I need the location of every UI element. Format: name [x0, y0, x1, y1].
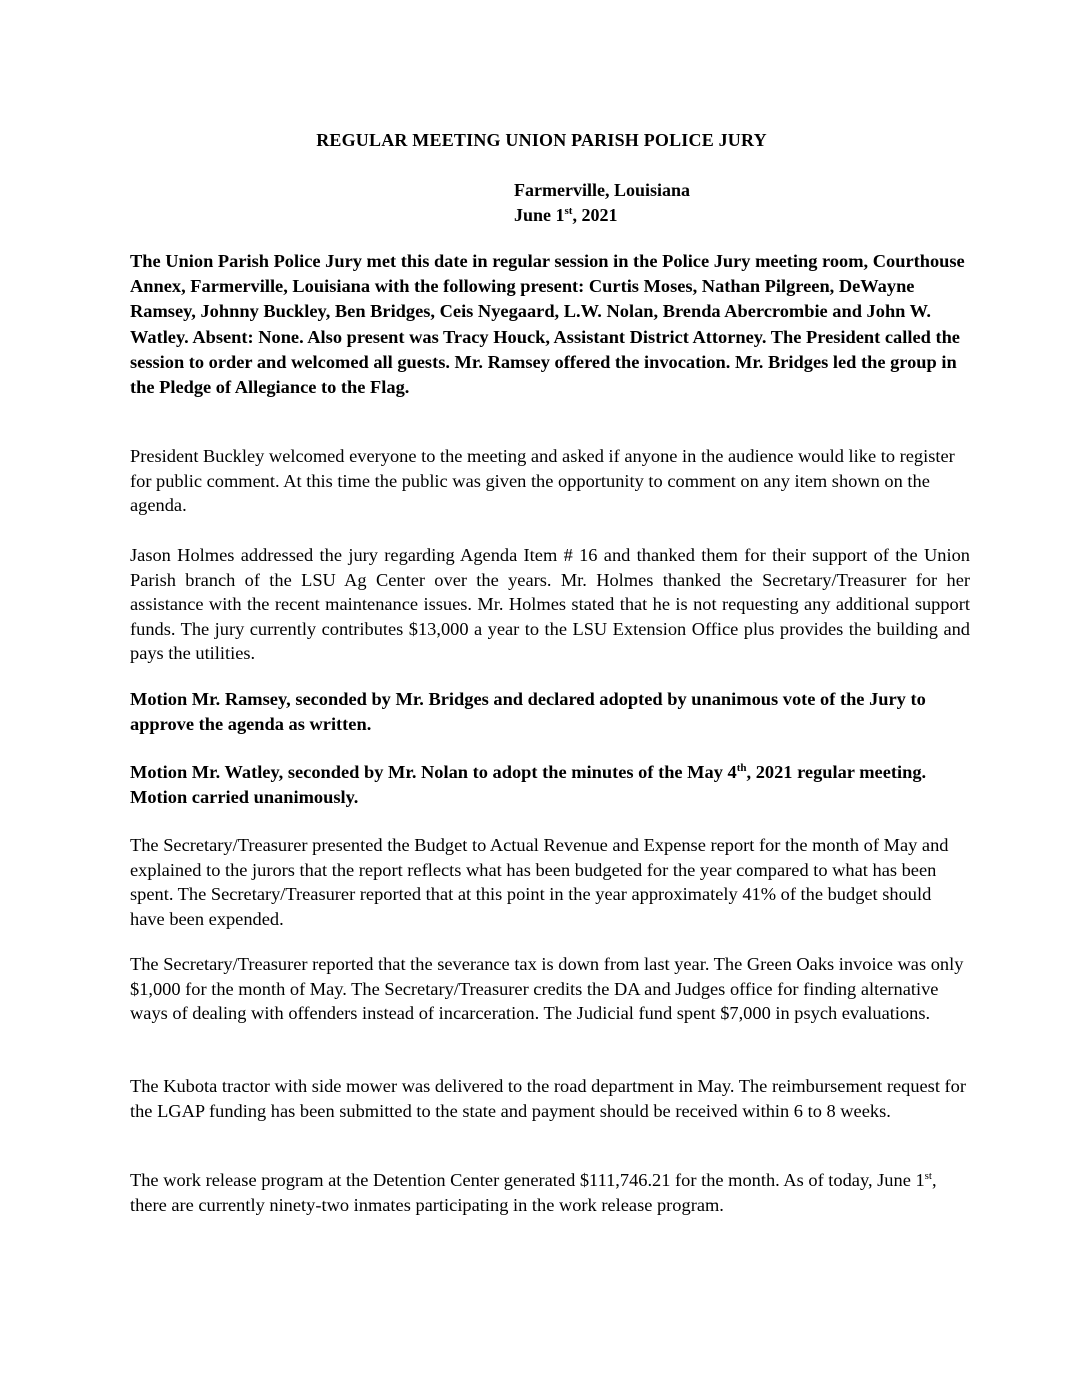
paragraph-public-comment: President Buckley welcomed everyone to the meeting and asked if anyone in the audience would like to register for public comment. At this time the public was given the opportunity to comment on any item shown on the agenda. [130, 446, 955, 516]
meeting-date-year: , 2021 [572, 205, 618, 225]
paragraph-work-release [130, 1168, 970, 1217]
meeting-date-day: June 1 [514, 205, 565, 225]
minutes-motion-text-b: , 2021 regular meeting. Motion carried unanimously. [130, 762, 927, 807]
work-release-suffix: st [924, 1169, 932, 1182]
meeting-place-date [514, 178, 690, 228]
meeting-date [514, 203, 690, 228]
paragraph-attendance: The Union Parish Police Jury met this date in regular session in the Police Jury meeting room, Courthouse Annex, Farmerville, Louisiana with the following present: Curtis Moses, Nathan Pilgreen, DeWayne Ramsey, Johnny Buckley, Ben Bridges, Ceis Nyegaard, L.W. Nolan, Brenda Abercrombie and John W. Watley. Absent: None. Also present was Tracy Houck, Assistant District Attorney. The President called the session to order and welcomed all guests. Mr. Ramsey offered the invocation. Mr. Bridges led the group in the Pledge of Allegiance to the Flag. [130, 251, 965, 398]
meeting-date-suffix: st [564, 205, 573, 217]
minutes-motion-suffix: th [736, 761, 747, 774]
paragraph-agenda-motion: Motion Mr. Ramsey, seconded by Mr. Bridges and declared adopted by unanimous vote of the Jury to approve the agenda as written. [130, 689, 926, 734]
work-release-text-b: , there are currently ninety-two inmates participating in the work release program. [130, 1170, 937, 1215]
paragraph-kubota-tractor: The Kubota tractor with side mower was delivered to the road department in May. The reimbursement request for the LGAP funding has been submitted to the state and payment should be received within 6 to 8 weeks. [130, 1076, 966, 1121]
minutes-motion-text-a: Motion Mr. Watley, seconded by Mr. Nolan to adopt the minutes of the May 4 [130, 762, 737, 782]
paragraph-minutes-motion [130, 760, 970, 809]
paragraph-severance-tax: The Secretary/Treasurer reported that the severance tax is down from last year. The Green Oaks invoice was only $1,000 for the month of May. The Secretary/Treasurer credits the DA and Judges office for finding alternative ways of dealing with offenders instead of incarceration. The Judicial fund spent $7,000 in psych evaluations. [130, 954, 964, 1024]
document-title: REGULAR MEETING UNION PARISH POLICE JURY [316, 130, 767, 150]
paragraph-budget-report: The Secretary/Treasurer presented the Budget to Actual Revenue and Expense report for the month of May and explained to the jurors that the report reflects what has been budgeted for the year compared to what has been spent. The Secretary/Treasurer reported that at this point in the year approximately 41% of the budget should have been expended. [130, 835, 949, 929]
work-release-text-a: The work release program at the Detention Center generated $111,746.21 for the month. As of today, June 1 [130, 1170, 925, 1190]
meeting-location: Farmerville, Louisiana [514, 180, 690, 200]
paragraph-lsu-ag-center: Jason Holmes addressed the jury regarding Agenda Item # 16 and thanked them for their support of the Union Parish branch of the LSU Ag Center over the years. Mr. Holmes thanked the Secretary/Treasurer for her assistance with the recent maintenance issues. Mr. Holmes stated that he is not requesting any additional support funds. The jury currently contributes $13,000 a year to the LSU Extension Office plus provides the building and pays the utilities. [130, 545, 970, 664]
